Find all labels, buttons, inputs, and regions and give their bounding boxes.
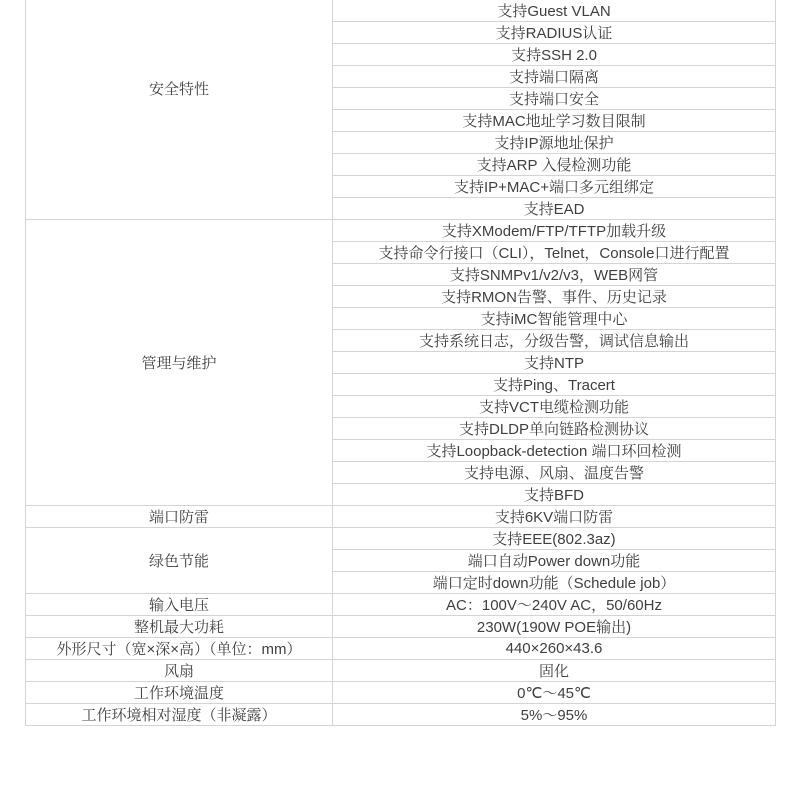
spec-value-cell: 支持EAD [333, 198, 776, 220]
spec-value-cell: 支持Loopback-detection 端口环回检测 [333, 440, 776, 462]
category-label: 外形尺寸（宽×深×高）（单位：mm） [56, 641, 302, 658]
spec-value-cell: AC：100V～240V AC，50/60Hz [333, 594, 776, 616]
spec-value-cell: 支持端口安全 [333, 88, 776, 110]
spec-value-cell: 支持NTP [333, 352, 776, 374]
category-label: 绿色节能 [148, 553, 209, 570]
category-cell [26, 506, 333, 528]
spec-value-cell: 支持6KV端口防雷 [333, 506, 776, 528]
table-row [26, 682, 776, 704]
table-row [26, 616, 776, 638]
table-row [26, 704, 776, 726]
spec-value-cell: 支持IP+MAC+端口多元组绑定 [333, 176, 776, 198]
spec-value-cell: 支持命令行接口（CLI），Telnet，Console口进行配置 [333, 242, 776, 264]
spec-value-cell: 支持SNMPv1/v2/v3，WEB网管 [333, 264, 776, 286]
spec-value-cell: 支持ARP 入侵检测功能 [333, 154, 776, 176]
spec-value-cell: 支持端口隔离 [333, 66, 776, 88]
spec-table [25, 0, 776, 726]
category-label: 风扇 [163, 663, 194, 680]
category-label: 安全特性 [148, 81, 209, 98]
spec-value-cell: 支持XModem/FTP/TFTP加载升级 [333, 220, 776, 242]
spec-value-cell: 230W(190W POE输出) [333, 616, 776, 638]
category-label: 端口防雷 [148, 509, 209, 526]
category-label: 管理与维护 [141, 355, 217, 372]
spec-value-cell: 支持RMON告警、事件、历史记录 [333, 286, 776, 308]
spec-value-cell: 440×260×43.6 [333, 638, 776, 660]
spec-value-cell: 支持IP源地址保护 [333, 132, 776, 154]
category-label: 工作环境相对湿度（非凝露） [81, 707, 277, 724]
category-cell [26, 660, 333, 682]
spec-value-cell: 支持DLDP单向链路检测协议 [333, 418, 776, 440]
spec-value-cell: 支持电源、风扇、温度告警 [333, 462, 776, 484]
table-row [26, 506, 776, 528]
category-cell [26, 528, 333, 594]
category-cell [26, 220, 333, 506]
table-row [26, 638, 776, 660]
spec-table-body [26, 0, 776, 726]
category-label: 工作环境温度 [133, 685, 224, 702]
spec-value-cell: 支持系统日志，分级告警，调试信息输出 [333, 330, 776, 352]
spec-value-cell: 端口自动Power down功能 [333, 550, 776, 572]
spec-value-cell: 固化 [333, 660, 776, 682]
spec-value-cell: 支持iMC智能管理中心 [333, 308, 776, 330]
category-cell [26, 704, 333, 726]
category-cell [26, 616, 333, 638]
spec-value-cell: 支持Ping、Tracert [333, 374, 776, 396]
table-row [26, 220, 776, 242]
spec-value-cell: 支持MAC地址学习数目限制 [333, 110, 776, 132]
spec-value-cell: 支持BFD [333, 484, 776, 506]
category-cell [26, 0, 333, 220]
spec-value-cell: 端口定时down功能（Schedule job） [333, 572, 776, 594]
category-cell [26, 638, 333, 660]
table-row [26, 660, 776, 682]
table-row [26, 0, 776, 22]
spec-value-cell: 支持SSH 2.0 [333, 44, 776, 66]
spec-value-cell: 支持VCT电缆检测功能 [333, 396, 776, 418]
category-cell [26, 682, 333, 704]
spec-value-cell: 支持Guest VLAN [333, 0, 776, 22]
spec-value-cell: 5%～95% [333, 704, 776, 726]
spec-value-cell: 支持EEE(802.3az) [333, 528, 776, 550]
table-row [26, 594, 776, 616]
category-label: 输入电压 [148, 597, 209, 614]
spec-table-container [25, 0, 775, 726]
category-label: 整机最大功耗 [133, 619, 224, 636]
category-cell [26, 594, 333, 616]
spec-value-cell: 0℃～45℃ [333, 682, 776, 704]
spec-value-cell: 支持RADIUS认证 [333, 22, 776, 44]
table-row [26, 528, 776, 550]
